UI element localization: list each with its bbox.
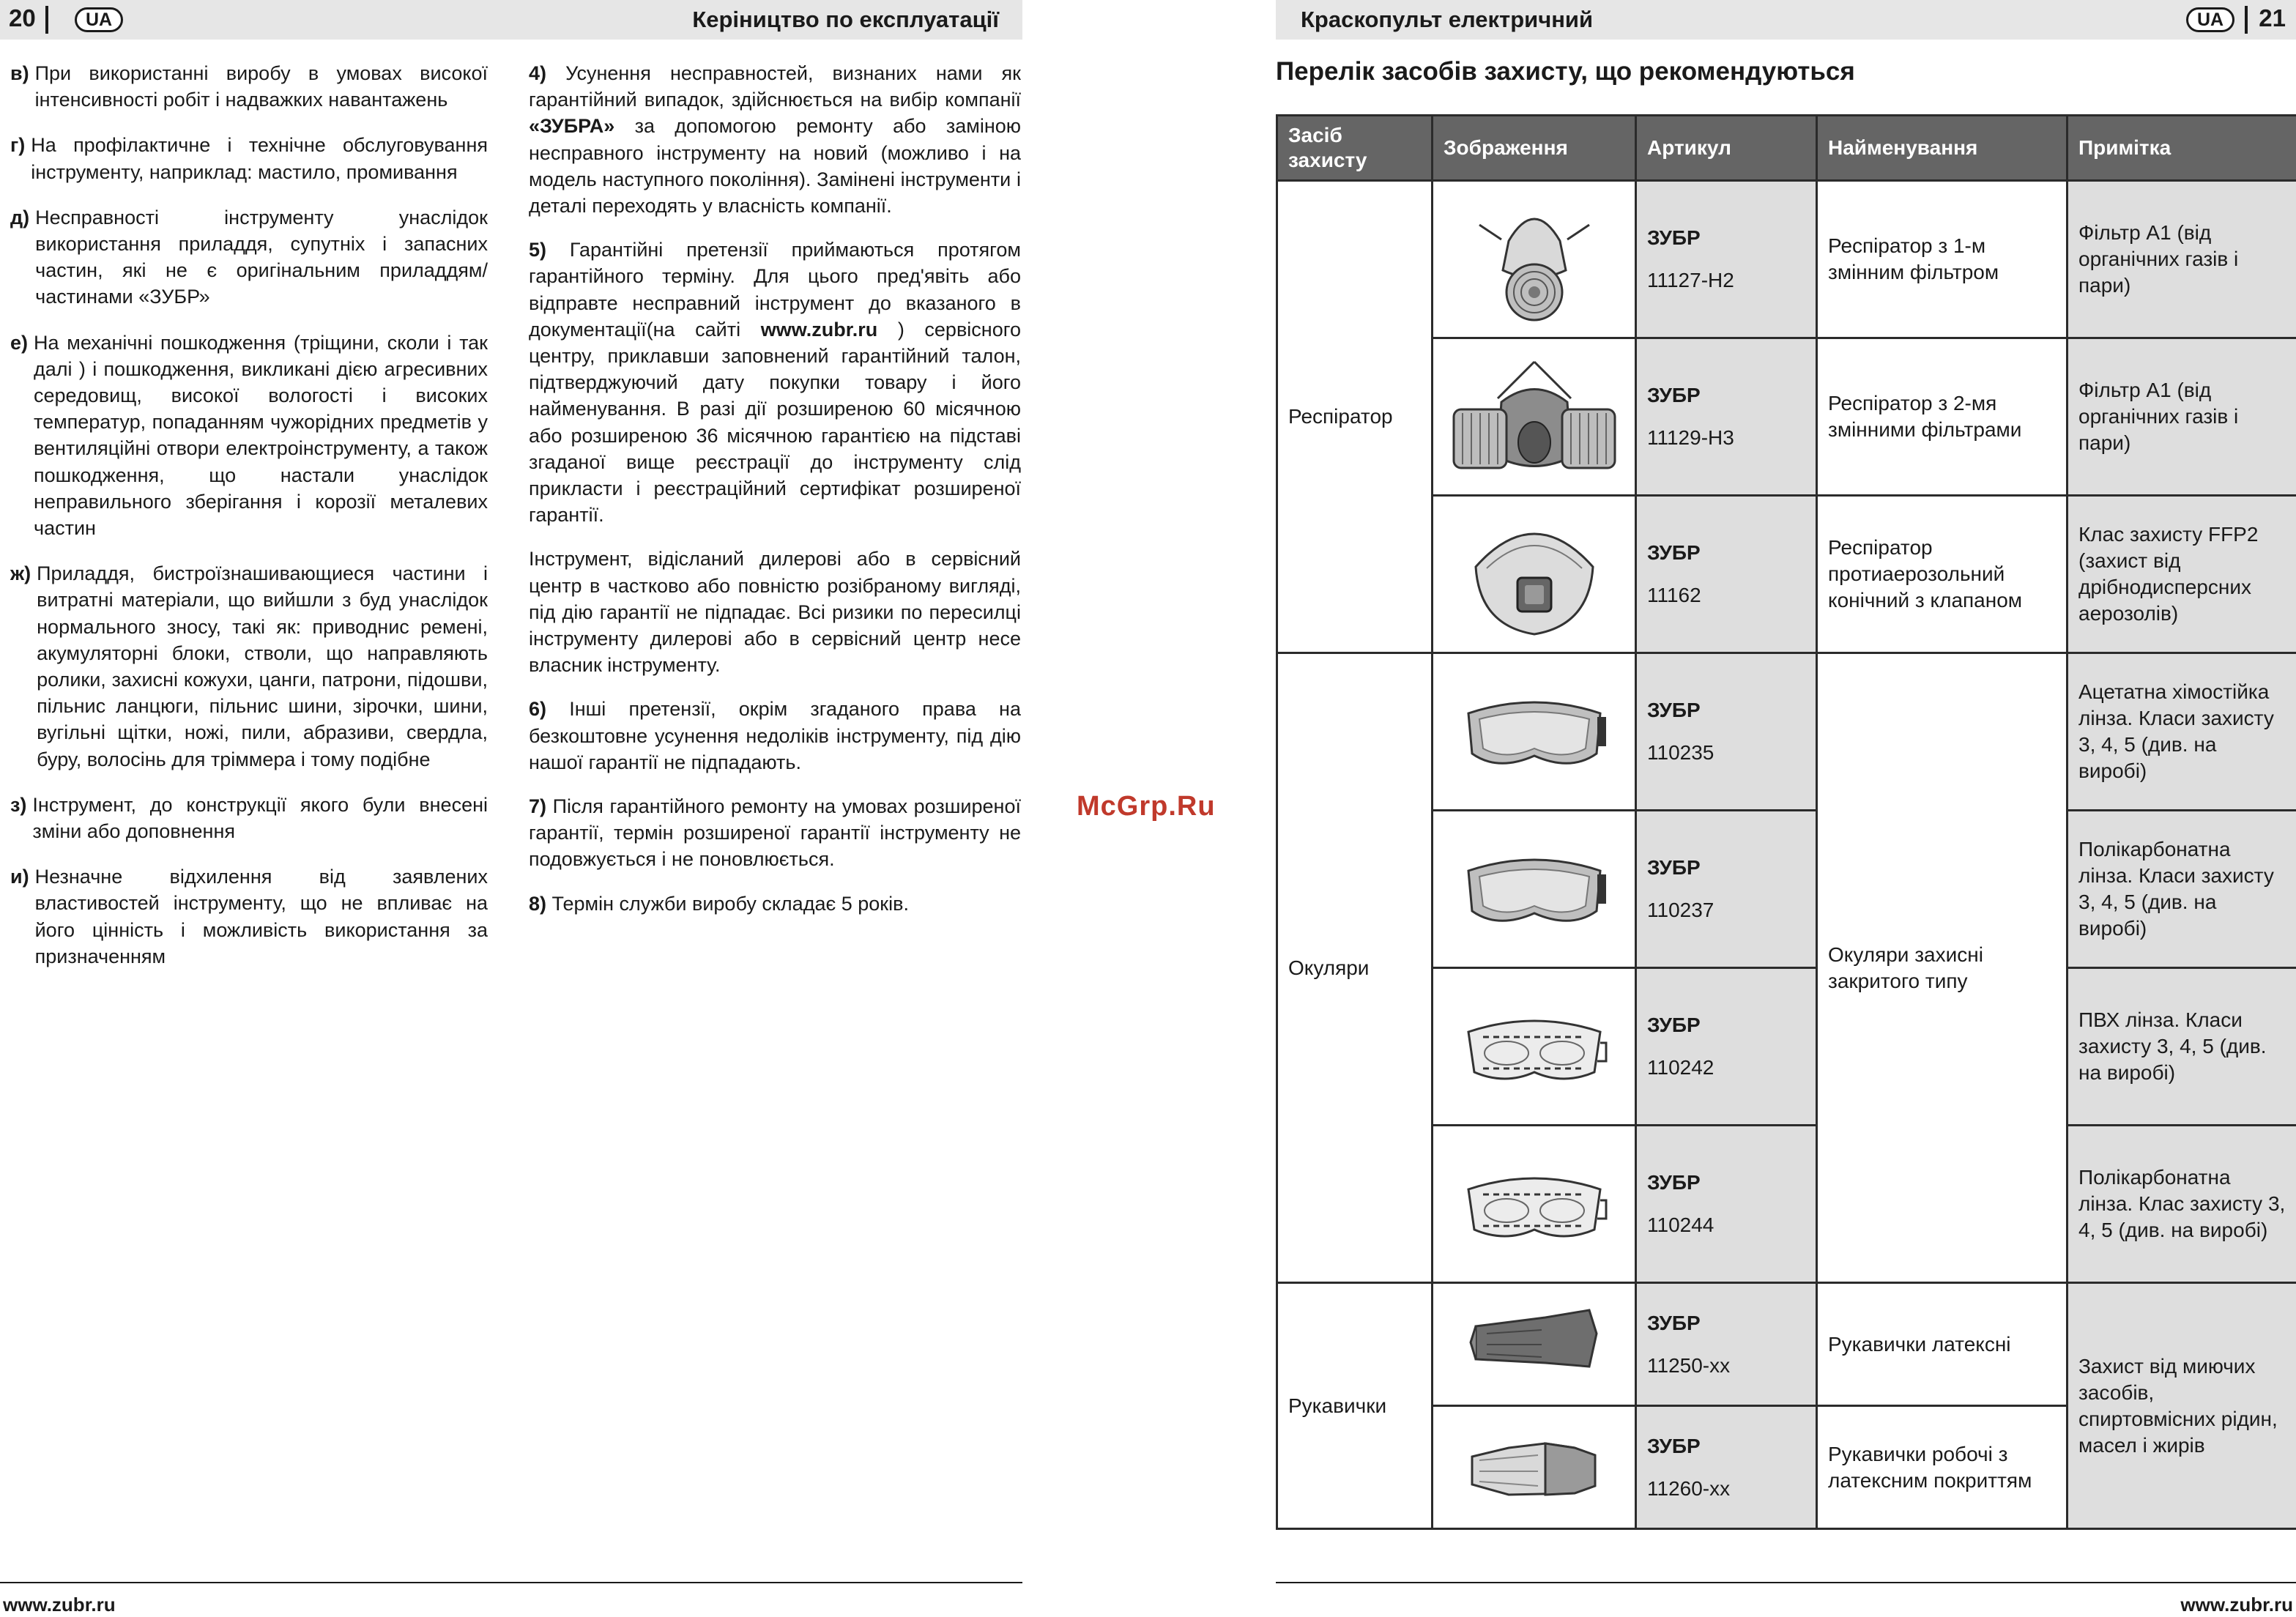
note-cell: Фільтр А1 (від органічних газів і пари) xyxy=(2067,181,2296,338)
brand-label: ЗУБР xyxy=(1647,384,1701,406)
article-code: 11250-xx xyxy=(1647,1353,1731,1377)
item-letter: ж) xyxy=(10,562,31,585)
paragraph-text: Гарантійні претензії приймаються протягом гарантійного терміну. Для цього пред'явіть або відправте несправний інструмент до вказаного в документації(на сайті xyxy=(529,239,1021,341)
brand-label: ЗУБР xyxy=(1647,1014,1701,1036)
article-code: 110242 xyxy=(1647,1056,1714,1079)
footer-rule xyxy=(0,1582,1022,1583)
paragraph-text: Інші претензії, окрім згаданого права на безкоштовне усунення недоліків інструменту, під дію нашої гарантії не підпадають. xyxy=(529,698,1021,773)
article-cell xyxy=(1636,338,1817,496)
paragraph-text: за допомогою ремонту або заміною несправного інструменту на новий (можливо і на модель наступного покоління). Замінені інструменти і деталі переходять у власність компанії. xyxy=(529,115,1021,218)
item-text: Незначне відхилення від заявлених властивостей інструменту, що не впливає на його цінність і можливість використання за призначенням xyxy=(34,866,488,967)
note-cell: Ацетатна хімостійка лінза. Класи захисту 3, 4, 5 (див. на виробі) xyxy=(2067,653,2296,811)
table-row xyxy=(1277,653,2296,811)
list-item xyxy=(10,330,488,542)
image-cell xyxy=(1433,1283,1636,1406)
note-cell: Фільтр А1 (від органічних газів і пари) xyxy=(2067,338,2296,496)
column-header: Артикул xyxy=(1636,116,1817,181)
coated-work-glove-icon xyxy=(1465,1427,1604,1508)
page-number: 20 xyxy=(9,4,36,31)
article-cell xyxy=(1636,653,1817,811)
brand-name: «ЗУБРА» xyxy=(529,115,615,138)
paragraph-number: 8) xyxy=(529,892,547,915)
name-cell: Рукавички робочі з латексним покриттям xyxy=(1817,1406,2067,1529)
warranty-terms xyxy=(529,60,1021,934)
brand-label: ЗУБР xyxy=(1647,226,1701,249)
article-cell xyxy=(1636,181,1817,338)
note-cell: Клас захисту FFP2 (захист від дрібнодисперсних аерозолів) xyxy=(2067,496,2296,653)
footer-website-link[interactable]: www.zubr.ru xyxy=(3,1594,116,1616)
category-cell: Респіратор xyxy=(1277,181,1433,653)
name-cell: Окуляри захисні закритого типу xyxy=(1817,653,2067,1283)
brand-label: ЗУБР xyxy=(1647,699,1701,721)
image-cell xyxy=(1433,1406,1636,1529)
note-cell: Полікарбонатна лінза. Класи захисту 3, 4, 5 (див. на виробі) xyxy=(2067,811,2296,968)
image-cell xyxy=(1433,181,1636,338)
page-title: Керіництво по експлуатації xyxy=(692,7,999,32)
image-cell xyxy=(1433,338,1636,496)
list-item xyxy=(10,132,488,185)
header-divider xyxy=(45,6,48,34)
list-item xyxy=(10,792,488,844)
paragraph-extra: Інструмент, відісланий дилерові або в сервісний центр в частково або повністю розібраному вигляді, під дію гарантії не підпадає. Всі ризики по пересилці інструменту дилерові або в сервісний центр несе власник інструменту. xyxy=(529,548,1021,677)
item-text: Приладдя, бистроїзнашивающиеся частини і витратні матеріали, що вийшли з буд унаслідок нормального зносу, такі як: приводнис ремені, акумуляторні блоки, стволи, що направляють ролики, захисні кожухи, цанги, патрони, підошви, пільнис ланцюги, пільнис шини, зірочки, шини, вугільні щітки, ножі, пили, абразиви, свердла, буру, волосінь для тріммера і тому подібне xyxy=(37,562,488,770)
name-cell: Рукавички латексні xyxy=(1817,1283,2067,1406)
language-badge: UA xyxy=(2186,7,2234,32)
name-cell: Респіратор з 1-м змінним фільтром xyxy=(1817,181,2067,338)
list-item xyxy=(10,204,488,311)
item-text: Інструмент, до конструкції якого були внесені зміни або доповнення xyxy=(32,793,488,843)
article-code: 11162 xyxy=(1647,584,1701,606)
item-text: Несправності інструменту унаслідок використання приладдя, супутніх і запасних частин, які не є оригінальним приладдям/ частинами «ЗУБР» xyxy=(35,206,488,308)
paragraph-text: Після гарантійного ремонту на умовах розширеної гарантії, термін розширеної гарантії інструменту не подовжується і не поновлюється. xyxy=(529,795,1021,871)
image-cell xyxy=(1433,811,1636,968)
note-cell: Полікарбонатна лінза. Клас захисту 3, 4, 5 (див. на виробі) xyxy=(2067,1126,2296,1283)
image-cell xyxy=(1433,653,1636,811)
paragraph-number: 6) xyxy=(529,698,547,721)
paragraph-number: 7) xyxy=(529,795,547,818)
brand-label: ЗУБР xyxy=(1647,1171,1701,1194)
paragraph-text: Усунення несправностей, визнаних нами як гарантійний випадок, здійснюється на вибір компанії xyxy=(529,62,1021,111)
table-header-row xyxy=(1277,116,2296,181)
table-row xyxy=(1277,1283,2296,1406)
item-letter: з) xyxy=(10,793,27,816)
item-letter: г) xyxy=(10,134,26,157)
note-cell: Захист від миючих засобів, спиртовмісних рідин, масел і жирів xyxy=(2067,1283,2296,1529)
respirator-two-filters-icon xyxy=(1446,347,1622,486)
paragraph-8 xyxy=(529,891,1021,917)
article-cell xyxy=(1636,1283,1817,1406)
latex-glove-icon xyxy=(1465,1304,1604,1385)
paragraph-number: 5) xyxy=(529,239,547,261)
list-item xyxy=(10,60,488,113)
item-text: При використанні виробу в умовах високої інтенсивності робіт і надважких навантажень xyxy=(34,62,488,111)
item-text: На механічні пошкодження (тріщини, сколи і так далі ) і пошкодження, викликані дією агресивних середовищ, високої вологості і високих температур, попаданням чужорідних предметів у вентиляційні отвори електроінструменту, а також пошкодження, що настали унаслідок неправильного зберігання і корозії металевих частин xyxy=(34,331,488,540)
article-code: 11127-H2 xyxy=(1647,269,1734,291)
table-row xyxy=(1277,181,2296,338)
list-item xyxy=(10,863,488,970)
paragraph-4 xyxy=(529,60,1021,219)
page-number: 21 xyxy=(2259,4,2286,31)
category-cell: Окуляри xyxy=(1277,653,1433,1283)
dust-mask-valve-icon xyxy=(1465,508,1604,640)
category-cell: Рукавички xyxy=(1277,1283,1433,1529)
article-cell xyxy=(1636,968,1817,1126)
goggles-icon xyxy=(1461,841,1608,937)
item-letter: д) xyxy=(10,206,30,228)
paragraph-number: 4) xyxy=(529,62,547,84)
brand-label: ЗУБР xyxy=(1647,1311,1701,1334)
brand-label: ЗУБР xyxy=(1647,541,1701,564)
name-cell: Респіратор протиаерозольний конічний з клапаном xyxy=(1817,496,2067,653)
item-letter: в) xyxy=(10,62,29,84)
website-link[interactable]: www.zubr.ru xyxy=(760,318,878,341)
brand-label: ЗУБР xyxy=(1647,1434,1701,1457)
protective-equipment-table xyxy=(1276,114,2296,1530)
item-text: На профілактичне і технічне обслуговування інструменту, наприклад: мастило, промивання xyxy=(31,134,488,183)
brand-label: ЗУБР xyxy=(1647,856,1701,879)
column-header: Найменування xyxy=(1817,116,2067,181)
column-header: Примітка xyxy=(2067,116,2296,181)
right-page-header xyxy=(1276,0,2296,40)
left-page-header xyxy=(0,0,1022,40)
item-letter: и) xyxy=(10,866,29,888)
header-divider xyxy=(2245,6,2248,34)
vented-goggles-icon xyxy=(1461,1156,1608,1252)
article-code: 110244 xyxy=(1647,1213,1714,1236)
column-header: Зображення xyxy=(1433,116,1636,181)
article-cell xyxy=(1636,1126,1817,1283)
paragraph-7 xyxy=(529,793,1021,873)
list-item xyxy=(10,560,488,773)
item-letter: е) xyxy=(10,331,29,354)
vented-goggles-icon xyxy=(1461,999,1608,1094)
article-cell xyxy=(1636,811,1817,968)
article-code: 110235 xyxy=(1647,741,1714,764)
footer-rule xyxy=(1276,1582,2296,1583)
footer-website-link[interactable]: www.zubr.ru xyxy=(2180,1594,2293,1616)
paragraph-5 xyxy=(529,237,1021,528)
column-header: Засіб захисту xyxy=(1277,116,1433,181)
note-cell: ПВХ лінза. Класи захисту 3, 4, 5 (див. на виробі) xyxy=(2067,968,2296,1126)
page-title: Краскопульт електричний xyxy=(1301,7,1594,32)
respirator-one-filter-icon xyxy=(1472,190,1597,329)
article-code: 11260-xx xyxy=(1647,1476,1731,1500)
image-cell xyxy=(1433,968,1636,1126)
article-cell xyxy=(1636,1406,1817,1529)
name-cell: Респіратор з 2-мя змінними фільтрами xyxy=(1817,338,2067,496)
article-code: 110237 xyxy=(1647,899,1714,921)
article-cell xyxy=(1636,496,1817,653)
language-badge: UA xyxy=(75,7,123,32)
watermark: McGrp.Ru xyxy=(1077,791,1216,822)
image-cell xyxy=(1433,496,1636,653)
image-cell xyxy=(1433,1126,1636,1283)
section-title: Перелік засобів захисту, що рекомендуються xyxy=(1276,57,1855,86)
paragraph-6 xyxy=(529,696,1021,776)
warranty-exclusions-list xyxy=(10,60,488,989)
paragraph-text: Термін служби виробу складає 5 років. xyxy=(551,892,909,915)
article-code: 11129-H3 xyxy=(1647,426,1734,449)
goggles-icon xyxy=(1461,684,1608,779)
paragraph-text: ) сервісного центру, приклавши заповнений гарантійний талон, підтверджуючий дату покупки товару і його найменування. В разі дії розширеною 60 місячною або розширеною 36 місячною гарантією на підставі згаданої вище реєстрації до інструменту слід прикласти і реєстраційний сертифікат розширеної гарантії. xyxy=(529,318,1021,527)
